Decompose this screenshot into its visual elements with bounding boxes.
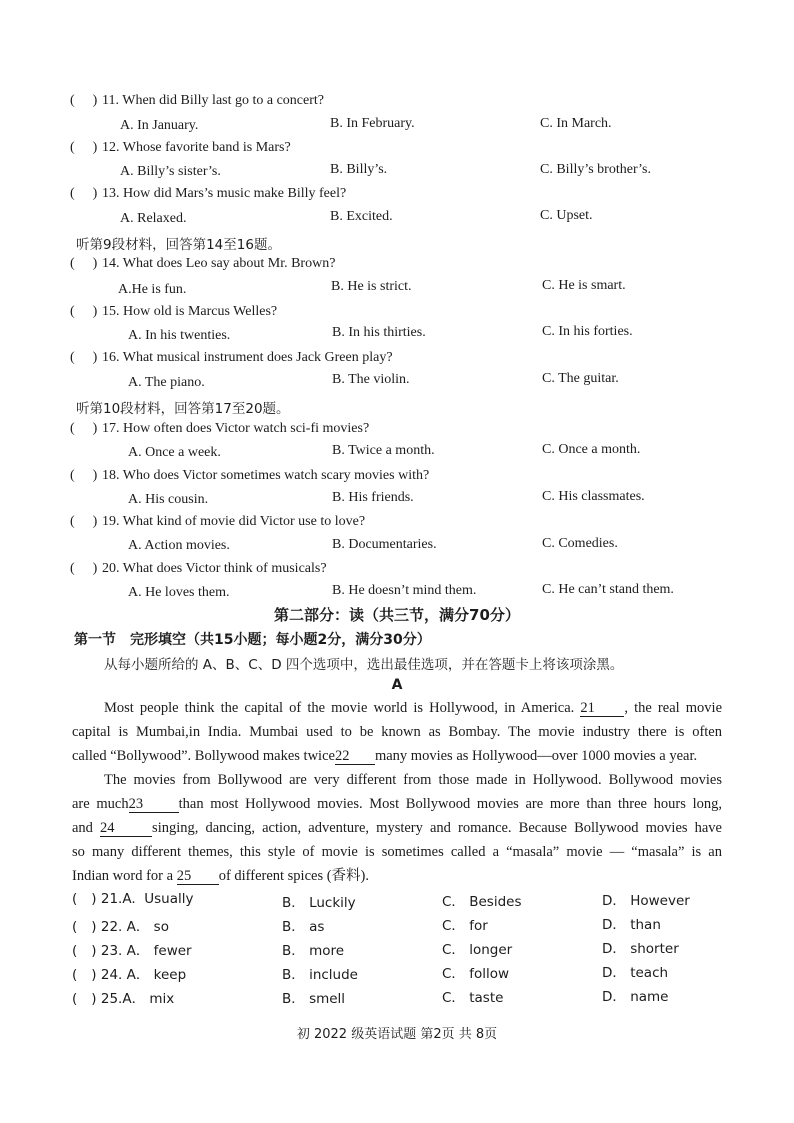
instruction-passage-10: 听第10段材料，回答第17至20题。: [76, 401, 290, 417]
part-two-title: 第二部分：读（共三节，满分70分）: [274, 606, 520, 624]
instruction-passage-9: 听第9段材料，回答第14至16题。: [76, 237, 281, 253]
answer-paren[interactable]: ( ): [70, 421, 98, 436]
question-17: [70, 421, 369, 437]
option-c: C. Upset.: [540, 208, 593, 223]
section-one-title: 第一节 完形填空（共15小题；每小题2分，满分30分）: [74, 632, 431, 648]
cloze-question-21: ( ) 21.A. Usually: [72, 891, 194, 907]
passage-line: Indian word for a 25 of different spices (香料).: [72, 868, 370, 884]
answer-paren[interactable]: ( ): [72, 943, 97, 959]
question-stem: 14. What does Leo say about Mr. Brown?: [102, 256, 336, 271]
passage-line: Most people think the capital of the movie world is Hollywood, in America. 21 , the real movie: [104, 700, 723, 716]
answer-paren[interactable]: ( ): [70, 561, 98, 576]
answer-paren[interactable]: ( ): [72, 919, 97, 935]
answer-paren[interactable]: ( ): [70, 350, 98, 365]
cloze-question-22: ( ) 22. A． so: [72, 919, 169, 935]
section-one-instructions: 从每小题所给的 A、B、C、D 四个选项中，选出最佳选项，并在答题卡上将该项涂黑。: [104, 657, 624, 673]
question-stem: 20. What does Victor think of musicals?: [102, 561, 327, 576]
answer-paren[interactable]: ( ): [70, 304, 98, 319]
page-footer: 初 2022 级英语试题 第2页 共 8页: [296, 1027, 498, 1042]
option-b: B. The violin.: [332, 372, 410, 387]
blank-21: 21: [580, 700, 624, 717]
option-c: C. His classmates.: [542, 489, 645, 504]
option-d: D． name: [602, 989, 669, 1005]
option-d: D． than: [602, 917, 661, 933]
passage-line: capital is Mumbai,in India. Mumbai used to be known as Bombay. The movie industry there is often: [72, 724, 722, 740]
option-a: A. Once a week.: [128, 445, 221, 460]
question-15: [70, 304, 277, 320]
question-stem: 17. How often does Victor watch sci-fi movies?: [102, 421, 370, 436]
option-c: C. Once a month.: [542, 442, 641, 457]
cloze-question-25: ( ) 25.A． mix: [72, 991, 175, 1007]
option-b: B. Billy’s.: [330, 162, 388, 177]
answer-paren[interactable]: ( ): [70, 256, 98, 271]
option-c: C. Billy’s brother’s.: [540, 162, 651, 177]
question-20: [70, 561, 327, 577]
option-d: D． shorter: [602, 941, 679, 957]
option-c: C． longer: [442, 942, 513, 958]
option-b: B. In February.: [330, 116, 415, 131]
option-c: C． for: [442, 918, 488, 934]
option-a: A. His cousin.: [128, 492, 209, 507]
passage-line: are much23 than most Hollywood movies. Most Bollywood movies are more than three hours long,: [72, 796, 722, 812]
question-stem: 18. Who does Victor sometimes watch scary movies with?: [102, 468, 430, 483]
option-d: D． However: [602, 893, 690, 909]
blank-24: 24: [100, 820, 152, 837]
option-c: C． taste: [442, 990, 504, 1006]
option-d: D． teach: [602, 965, 669, 981]
option-a: A. Action movies.: [128, 538, 230, 553]
question-12: [70, 140, 291, 156]
blank-22: 22: [335, 748, 375, 765]
question-stem: 16. What musical instrument does Jack Green play?: [102, 350, 393, 365]
passage-line: and 24 singing, dancing, action, adventure, mystery and romance. Because Bollywood movies have: [72, 820, 722, 836]
passage-line: so many different themes, this style of movie is sometimes called a “masala” movie — “masala” is an: [72, 844, 722, 860]
option-a: A. In his twenties.: [128, 328, 231, 343]
option-a: A. The piano.: [128, 375, 205, 390]
option-a: A. Billy’s sister’s.: [120, 164, 221, 179]
question-stem: 11. When did Billy last go to a concert?: [102, 93, 325, 108]
cloze-passage: [72, 696, 722, 888]
passage-label: A: [391, 677, 403, 693]
option-b: B. He is strict.: [331, 279, 412, 294]
option-c: C. Comedies.: [542, 536, 618, 551]
option-a: A.He is fun.: [118, 282, 187, 297]
option-b: B． smell: [282, 991, 346, 1007]
answer-paren[interactable]: ( ): [70, 514, 98, 529]
option-a: A. He loves them.: [128, 585, 230, 600]
option-b: B． more: [282, 943, 345, 959]
blank-25: 25: [177, 868, 219, 885]
option-b: B. Twice a month.: [332, 443, 435, 458]
option-c: C. In March.: [540, 116, 612, 131]
option-b: B． include: [282, 967, 358, 983]
option-c: C. In his forties.: [542, 324, 633, 339]
option-a: A. Relaxed.: [120, 211, 187, 226]
option-c: C. He can’t stand them.: [542, 582, 674, 597]
cloze-question-23: ( ) 23. A． fewer: [72, 943, 192, 959]
option-c: C． Besides: [442, 894, 522, 910]
question-stem: 15. How old is Marcus Welles?: [102, 304, 278, 319]
answer-paren[interactable]: ( ): [70, 140, 98, 155]
answer-paren[interactable]: ( ): [72, 991, 97, 1007]
option-b: B. Excited.: [330, 209, 393, 224]
answer-paren[interactable]: ( ): [70, 93, 98, 108]
option-b: B． as: [282, 919, 325, 935]
option-c: C. The guitar.: [542, 371, 619, 386]
option-b: B. Documentaries.: [332, 537, 437, 552]
answer-paren[interactable]: ( ): [70, 186, 98, 201]
option-b: B. In his thirties.: [332, 325, 426, 340]
passage-line: The movies from Bollywood are very different from those made in Hollywood. Bollywood movies: [104, 772, 722, 788]
answer-paren[interactable]: ( ): [70, 468, 98, 483]
question-19: [70, 514, 365, 530]
option-c: C. He is smart.: [542, 278, 626, 293]
option-b: B. His friends.: [332, 490, 414, 505]
question-16: [70, 350, 393, 366]
option-a: A. In January.: [120, 118, 199, 133]
question-11: [70, 93, 324, 109]
option-b: B． Luckily: [282, 895, 356, 911]
question-18: [70, 468, 429, 484]
answer-paren[interactable]: ( ): [72, 967, 97, 983]
option-c: C． follow: [442, 966, 510, 982]
question-stem: 19. What kind of movie did Victor use to love?: [102, 514, 366, 529]
question-14: [70, 256, 335, 272]
answer-paren[interactable]: ( ): [72, 891, 97, 907]
question-13: [70, 186, 346, 202]
blank-23: 23: [129, 796, 179, 813]
cloze-question-24: ( ) 24. A． keep: [72, 967, 187, 983]
question-stem: 13. How did Mars’s music make Billy feel?: [102, 186, 347, 201]
option-b: B. He doesn’t mind them.: [332, 583, 477, 598]
passage-line: called “Bollywood”. Bollywood makes twice22 many movies as Hollywood—over 1000 movies a year.: [72, 748, 698, 764]
question-stem: 12. Whose favorite band is Mars?: [102, 140, 291, 155]
